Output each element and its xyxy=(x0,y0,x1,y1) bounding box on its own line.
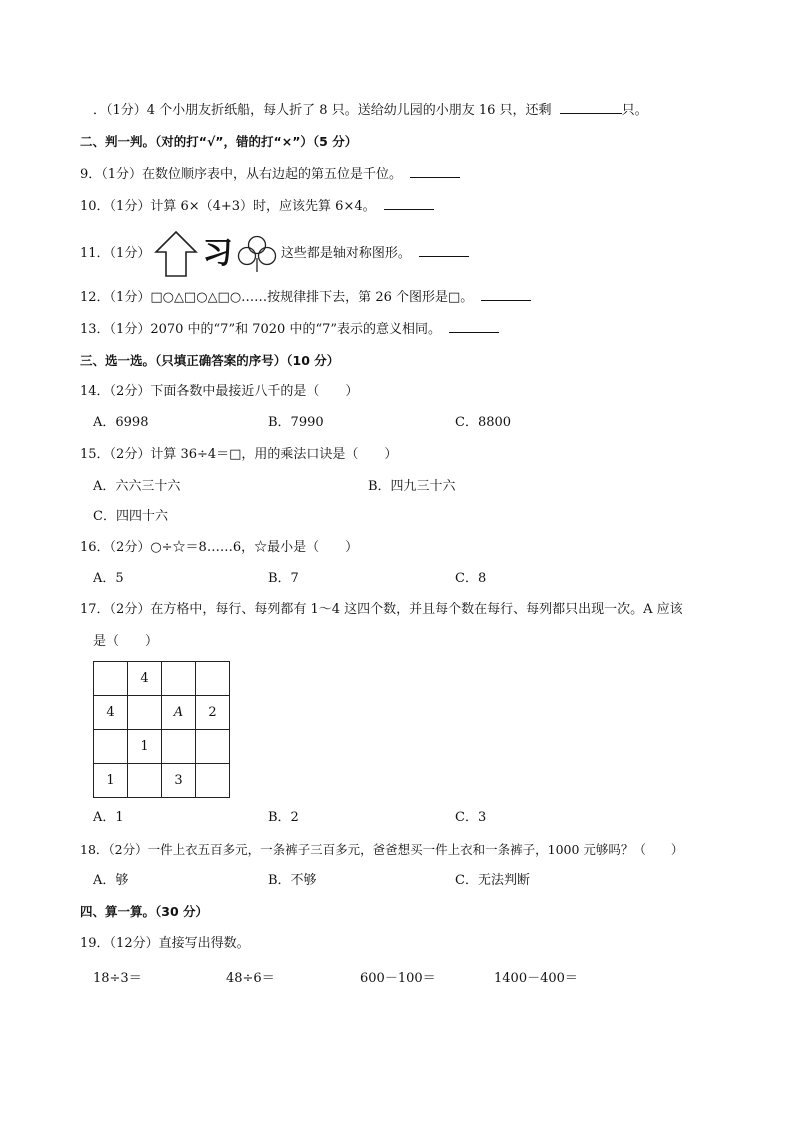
question-11 xyxy=(80,229,469,279)
question-11-glyph: 习 xyxy=(202,235,233,271)
section-3-title: 三、选一选。（只填正确答案的序号）（10 分） xyxy=(80,353,340,368)
question-9-text: 9．（1分）在数位顺序表中，从右边起的第五位是千位。 xyxy=(80,167,403,182)
grid-cell xyxy=(128,696,162,730)
grid-cell: 4 xyxy=(94,696,128,730)
question-8-text: ．（1分）4 个小朋友折纸船，每人折了 8 只。送给幼儿园的小朋友 16 只，还剩 xyxy=(93,103,552,118)
answer-blank[interactable] xyxy=(384,197,434,210)
section-4-title: 四、算一算。（30 分） xyxy=(80,904,208,919)
grid-row xyxy=(94,696,230,730)
option-c[interactable]: C．3 xyxy=(455,810,487,825)
question-19: 19．（12分）直接写出得数。 xyxy=(80,936,250,951)
option-a[interactable]: A．1 xyxy=(93,810,124,825)
option-a[interactable]: A．够 xyxy=(93,873,129,888)
question-10 xyxy=(80,197,434,216)
grid-cell xyxy=(94,662,128,696)
question-13 xyxy=(80,320,499,339)
grid-cell xyxy=(162,730,196,764)
grid-cell: 1 xyxy=(128,730,162,764)
question-16: 16．（2分）○÷☆＝8……6，☆最小是（ ） xyxy=(80,540,359,555)
answer-blank[interactable] xyxy=(481,288,531,301)
grid-cell xyxy=(162,662,196,696)
grid-cell: 3 xyxy=(162,764,196,798)
question-12-text: 12．（1分）□○△□○△□○……按规律排下去，第 26 个图形是□。 xyxy=(80,290,474,305)
calc-item: 48÷6＝ xyxy=(226,971,275,986)
option-a[interactable]: A．6998 xyxy=(93,415,149,430)
grid-cell: 4 xyxy=(128,662,162,696)
question-17-cont: 是（ ） xyxy=(93,634,159,649)
number-grid xyxy=(93,661,230,798)
section-2-title: 二、判一判。（对的打“√”，错的打“×”）（5 分） xyxy=(80,134,358,149)
option-b[interactable]: B．2 xyxy=(268,810,299,825)
question-10-text: 10．（1分）计算 6×（4+3）时，应该先算 6×4。 xyxy=(80,199,376,214)
question-12 xyxy=(80,288,531,307)
option-b[interactable]: B．7990 xyxy=(268,415,324,430)
option-a[interactable]: A．六六三十六 xyxy=(93,479,181,494)
grid-cell xyxy=(196,764,230,798)
grid-row xyxy=(94,764,230,798)
grid-cell xyxy=(94,730,128,764)
option-c[interactable]: C．8 xyxy=(455,571,487,586)
question-13-text: 13．（1分）2070 中的“7”和 7020 中的“7”表示的意义相同。 xyxy=(80,322,442,337)
question-11-text: 这些都是轴对称图形。 xyxy=(280,246,411,261)
question-11-prefix: 11．（1分） xyxy=(80,246,151,261)
option-c[interactable]: C．8800 xyxy=(455,415,512,430)
grid-row xyxy=(94,662,230,696)
grid-cell xyxy=(196,730,230,764)
answer-blank[interactable] xyxy=(560,101,622,114)
answer-blank[interactable] xyxy=(410,165,460,178)
question-15: 15．（2分）计算 36÷4＝□，用的乘法口诀是（ ） xyxy=(80,447,398,462)
calc-item: 600－100＝ xyxy=(360,971,436,986)
grid-cell: 1 xyxy=(94,764,128,798)
option-c[interactable]: C．四四十六 xyxy=(93,509,168,524)
calc-item: 18÷3＝ xyxy=(93,971,142,986)
answer-blank[interactable] xyxy=(419,244,469,257)
question-8 xyxy=(93,101,648,120)
option-b[interactable]: B．不够 xyxy=(268,873,317,888)
house-outline-icon xyxy=(154,230,198,278)
question-9 xyxy=(80,165,460,184)
option-b[interactable]: B．7 xyxy=(268,571,299,586)
grid-cell xyxy=(196,662,230,696)
question-8-suffix: 只。 xyxy=(621,103,648,118)
question-18: 18．（2分）一件上衣五百多元，一条裤子三百多元，爸爸想买一件上衣和一条裤子，1000 元够吗？（ ） xyxy=(80,842,684,857)
option-b[interactable]: B．四九三十六 xyxy=(368,479,456,494)
calc-item: 1400－400＝ xyxy=(494,971,578,986)
option-a[interactable]: A．5 xyxy=(93,571,124,586)
grid-row xyxy=(94,730,230,764)
question-17: 17．（2分）在方格中，每行、每列都有 1～4 这四个数，并且每个数在每行、每列都只出现一次。A 应该 xyxy=(80,602,683,617)
option-c[interactable]: C．无法判断 xyxy=(455,873,530,888)
grid-cell xyxy=(128,764,162,798)
club-outline-icon xyxy=(237,234,277,274)
question-14: 14．（2分）下面各数中最接近八千的是（ ） xyxy=(80,384,359,399)
grid-cell: 2 xyxy=(196,696,230,730)
grid-cell-a: A xyxy=(162,696,196,730)
answer-blank[interactable] xyxy=(449,320,499,333)
